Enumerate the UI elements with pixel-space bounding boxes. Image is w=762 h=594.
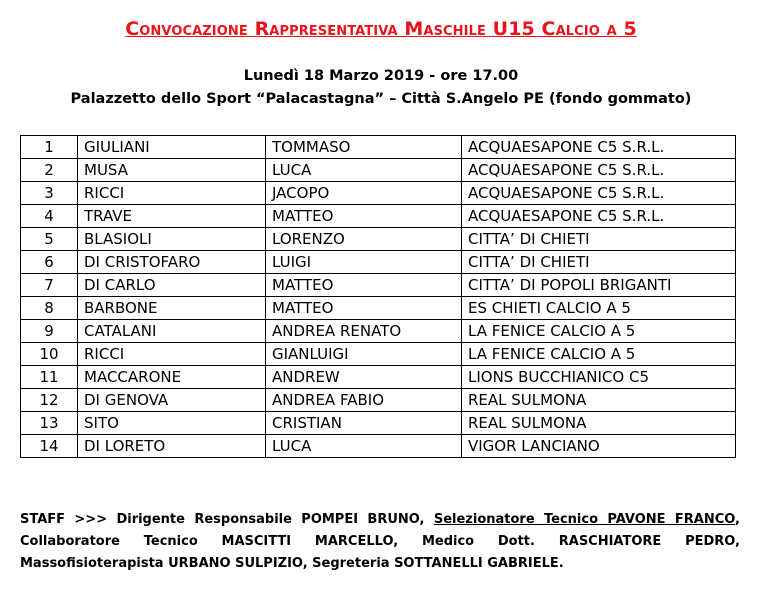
player-first-name: LUCA (266, 159, 462, 182)
player-number: 10 (21, 343, 78, 366)
player-club: LIONS BUCCHIANICO C5 (462, 366, 736, 389)
player-surname: SITO (78, 412, 266, 435)
roster-table-body (21, 136, 736, 458)
roster-row (21, 274, 736, 297)
player-number: 5 (21, 228, 78, 251)
player-club: LA FENICE CALCIO A 5 (462, 320, 736, 343)
roster-row (21, 228, 736, 251)
player-surname: BARBONE (78, 297, 266, 320)
roster-row (21, 343, 736, 366)
player-first-name: MATTEO (266, 205, 462, 228)
player-first-name: ANDREW (266, 366, 462, 389)
player-number: 3 (21, 182, 78, 205)
event-venue-line: Palazzetto dello Sport “Palacastagna” – Città S.Angelo PE (fondo gommato) (70, 91, 692, 107)
player-club: CITTA’ DI CHIETI (462, 251, 736, 274)
roster-row (21, 412, 736, 435)
player-number: 13 (21, 412, 78, 435)
player-first-name: JACOPO (266, 182, 462, 205)
staff-text-part1: STAFF >>> Dirigente Responsabile POMPEI BRUNO, (20, 512, 434, 527)
player-number: 2 (21, 159, 78, 182)
player-club: REAL SULMONA (462, 389, 736, 412)
player-first-name: MATTEO (266, 274, 462, 297)
player-surname: DI CRISTOFARO (78, 251, 266, 274)
player-first-name: CRISTIAN (266, 412, 462, 435)
roster-table (20, 135, 736, 458)
player-club: ACQUAESAPONE C5 S.R.L. (462, 205, 736, 228)
roster-row (21, 297, 736, 320)
player-club: REAL SULMONA (462, 412, 736, 435)
player-surname: MUSA (78, 159, 266, 182)
player-club: ACQUAESAPONE C5 S.R.L. (462, 182, 736, 205)
player-club: VIGOR LANCIANO (462, 435, 736, 458)
player-first-name: TOMMASO (266, 136, 462, 159)
player-surname: TRAVE (78, 205, 266, 228)
player-surname: BLASIOLI (78, 228, 266, 251)
staff-text-part3: , Collaboratore Tecnico MASCITTI MARCELLO, Medico Dott. RASCHIATORE PEDRO, Massofisioterapista URBANO SULPIZIO, Segreteria SOTTANELLI GABRIELE. (20, 512, 740, 571)
player-club: ACQUAESAPONE C5 S.R.L. (462, 136, 736, 159)
player-number: 12 (21, 389, 78, 412)
roster-row (21, 366, 736, 389)
roster-row (21, 435, 736, 458)
player-first-name: LUIGI (266, 251, 462, 274)
roster-row (21, 182, 736, 205)
player-club: LA FENICE CALCIO A 5 (462, 343, 736, 366)
player-number: 14 (21, 435, 78, 458)
player-number: 7 (21, 274, 78, 297)
player-club: CITTA’ DI CHIETI (462, 228, 736, 251)
player-surname: GIULIANI (78, 136, 266, 159)
player-surname: DI CARLO (78, 274, 266, 297)
player-first-name: ANDREA FABIO (266, 389, 462, 412)
player-number: 8 (21, 297, 78, 320)
player-club: CITTA’ DI POPOLI BRIGANTI (462, 274, 736, 297)
player-surname: DI LORETO (78, 435, 266, 458)
document-title: Convocazione Rappresentativa Maschile U15 Calcio a 5 (125, 18, 637, 40)
roster-row (21, 251, 736, 274)
player-surname: RICCI (78, 343, 266, 366)
player-first-name: GIANLUIGI (266, 343, 462, 366)
roster-row (21, 205, 736, 228)
player-first-name: LORENZO (266, 228, 462, 251)
player-club: ES CHIETI CALCIO A 5 (462, 297, 736, 320)
staff-selezionatore: Selezionatore Tecnico PAVONE FRANCO (433, 512, 736, 527)
player-surname: DI GENOVA (78, 389, 266, 412)
player-number: 6 (21, 251, 78, 274)
player-number: 1 (21, 136, 78, 159)
player-surname: RICCI (78, 182, 266, 205)
player-number: 11 (21, 366, 78, 389)
roster-row (21, 136, 736, 159)
roster-row (21, 389, 736, 412)
player-first-name: ANDREA RENATO (266, 320, 462, 343)
player-surname: CATALANI (78, 320, 266, 343)
roster-row (21, 320, 736, 343)
player-first-name: MATTEO (266, 297, 462, 320)
player-club: ACQUAESAPONE C5 S.R.L. (462, 159, 736, 182)
player-number: 9 (21, 320, 78, 343)
player-first-name: LUCA (266, 435, 462, 458)
player-number: 4 (21, 205, 78, 228)
roster-row (21, 159, 736, 182)
player-surname: MACCARONE (78, 366, 266, 389)
event-date-line: Lunedì 18 Marzo 2019 - ore 17.00 (243, 68, 519, 84)
staff-paragraph (20, 509, 740, 575)
